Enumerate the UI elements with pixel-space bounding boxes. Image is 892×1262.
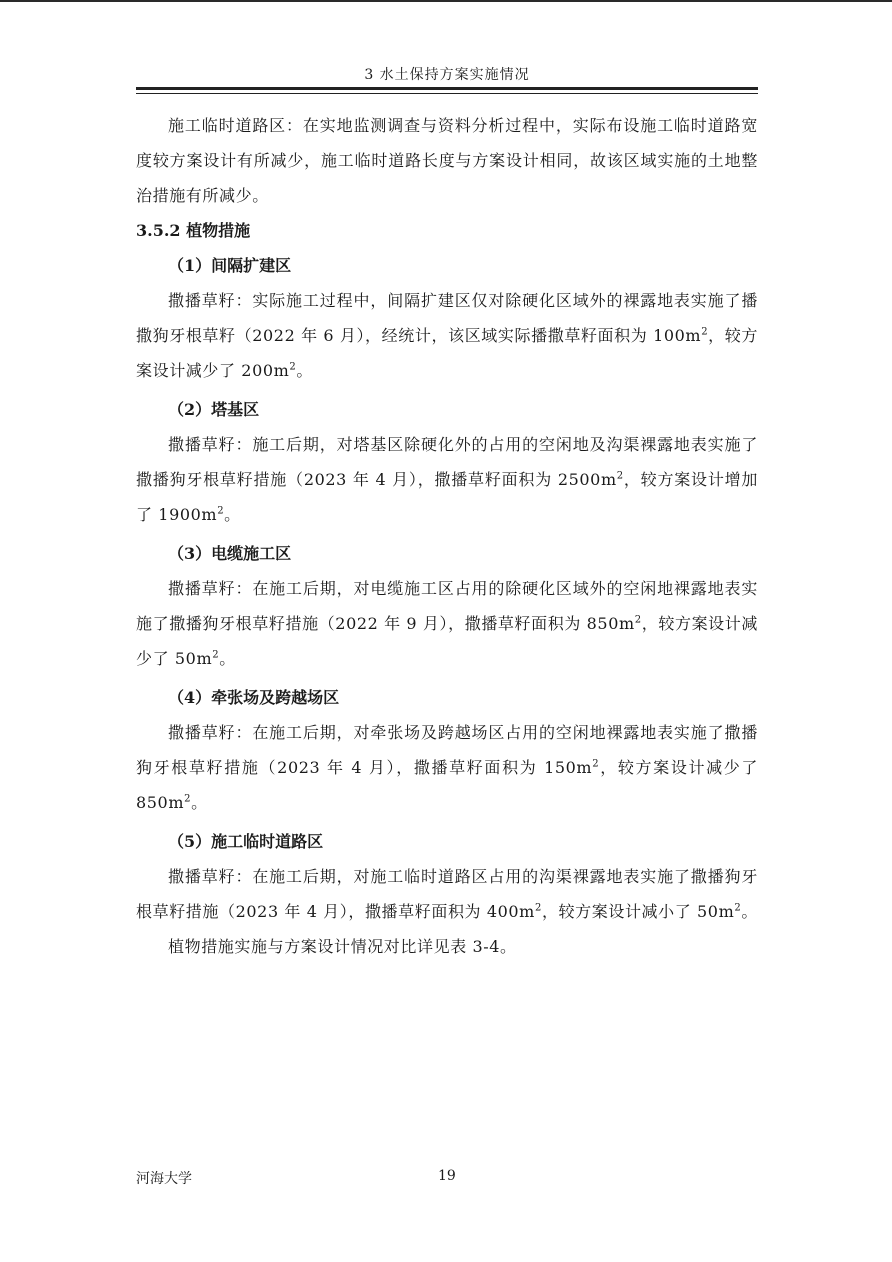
subsection-paragraph: 撒播草籽：实际施工过程中，间隔扩建区仅对除硬化区域外的裸露地表实施了播撒狗牙根草籽（2022 年 6 月），经统计，该区域实际播撒草籽面积为 $100m^2$，较方案设计减少了 $200m^2$。 bbox=[136, 291, 758, 380]
subsection-heading: （3）电缆施工区 bbox=[168, 544, 292, 563]
running-header: 3 水土保持方案实施情况 bbox=[364, 67, 530, 83]
closing-paragraph: 植物措施实施与方案设计情况对比详见表 3-4。 bbox=[168, 937, 517, 956]
subsection-heading: （1）间隔扩建区 bbox=[168, 256, 292, 275]
page-content bbox=[136, 108, 758, 964]
footer-institution: 河海大学 bbox=[136, 1171, 192, 1187]
subsection-heading: （2）塔基区 bbox=[168, 400, 260, 419]
intro-paragraph: 施工临时道路区：在实地监测调查与资料分析过程中，实际布设施工临时道路宽度较方案设计有所减少，施工临时道路长度与方案设计相同，故该区域实施的土地整治措施有所减少。 bbox=[136, 116, 758, 205]
subsection-heading: （5）施工临时道路区 bbox=[168, 832, 324, 851]
subsection-heading: （4）牵张场及跨越场区 bbox=[168, 688, 340, 707]
subsection-paragraph: 撒播草籽：在施工后期，对施工临时道路区占用的沟渠裸露地表实施了撒播狗牙根草籽措施（2023 年 4 月），撒播草籽面积为 $400m^2$，较方案设计减小了 $50m^2$。 bbox=[136, 867, 758, 921]
header-rule-thick bbox=[136, 87, 758, 90]
subsection-paragraph: 撒播草籽：在施工后期，对牵张场及跨越场区占用的空闲地裸露地表实施了撒播狗牙根草籽措施（2023 年 4 月），撒播草籽面积为 $150m^2$，较方案设计减少了 $850m^2$。 bbox=[136, 723, 759, 812]
page-number: 19 bbox=[438, 1168, 456, 1184]
section-heading: 3.5.2 植物措施 bbox=[136, 221, 251, 240]
subsection-paragraph: 撒播草籽：施工后期，对塔基区除硬化外的占用的空闲地及沟渠裸露地表实施了撒播狗牙根草籽措施（2023 年 4 月），撒播草籽面积为 $2500m^2$，较方案设计增加了 $1900m^2$。 bbox=[136, 435, 758, 524]
subsection-paragraph: 撒播草籽：在施工后期，对电缆施工区占用的除硬化区域外的空闲地裸露地表实施了撒播狗牙根草籽措施（2022 年 9 月），撒播草籽面积为 $850m^2$，较方案设计减少了 $50m^2$。 bbox=[136, 579, 758, 668]
header-rule-thin bbox=[136, 93, 758, 94]
top-border bbox=[0, 0, 892, 2]
